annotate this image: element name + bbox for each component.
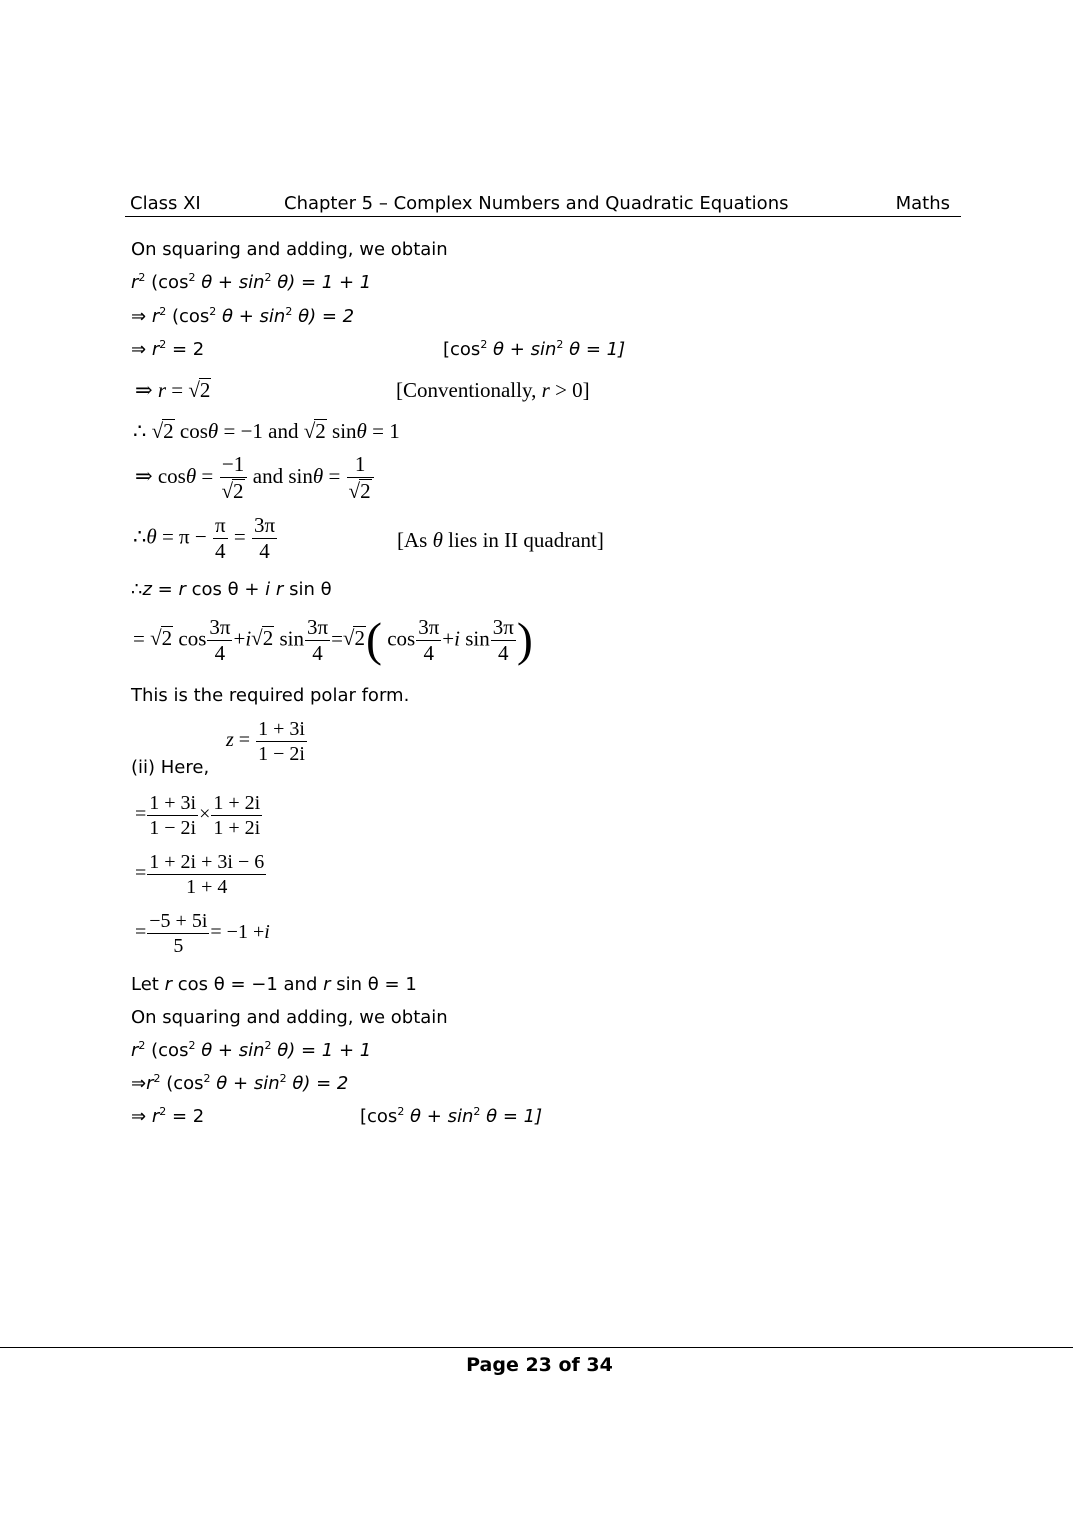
denominator: 4 <box>215 539 226 564</box>
math-text: cos θ = −1 and <box>177 974 318 995</box>
math-sup: 2 <box>159 1105 167 1118</box>
equation-line <box>131 1039 371 1063</box>
radicand: 2 <box>163 419 174 443</box>
math-text: = <box>201 463 214 488</box>
equation-line <box>135 453 375 503</box>
equation-line <box>133 613 533 667</box>
denominator: 1 − 2i <box>258 743 305 765</box>
math-text: = <box>331 626 343 651</box>
math-var: θ <box>312 463 324 488</box>
denominator: 4 <box>214 641 226 666</box>
math-sup: 2 <box>203 1072 211 1085</box>
math-var: i <box>264 921 270 944</box>
math-sup: 2 <box>397 1105 405 1118</box>
denominator: 1 + 2i <box>213 817 261 839</box>
math-text: cos <box>179 419 208 443</box>
denominator: 4 <box>423 641 434 666</box>
math-sup: 2 <box>153 1072 161 1085</box>
equation-line <box>135 792 263 839</box>
math-text: (cos <box>166 1073 204 1094</box>
math-var: r <box>151 339 160 360</box>
math-text: (cos <box>151 272 189 293</box>
math-text: = <box>135 803 147 826</box>
math-sup: 2 <box>138 271 146 284</box>
math-var: θ <box>207 419 219 443</box>
fraction <box>147 851 266 898</box>
denominator: 4 <box>259 539 270 564</box>
numerator: 1 <box>347 453 374 478</box>
page-number: Page 23 of 34 <box>466 1354 613 1376</box>
sqrt-symbol: √ <box>342 626 355 651</box>
text-line: This is the required polar form. <box>131 685 410 706</box>
numerator: 1 + 2i <box>213 792 261 814</box>
radicand: 2 <box>315 419 326 443</box>
radicand: 2 <box>161 626 173 651</box>
radicand: 2 <box>354 626 365 651</box>
denominator <box>220 478 247 503</box>
math-text: sin <box>465 626 490 651</box>
equation-line <box>131 338 204 362</box>
math-var: θ <box>185 463 197 488</box>
implies-symbol: ⇒ <box>131 1073 147 1094</box>
sqrt-symbol: √ <box>150 626 162 651</box>
math-text: θ + sin <box>493 339 557 360</box>
therefore-symbol: ∴ <box>133 524 147 549</box>
fraction <box>305 616 330 665</box>
math-sup: 2 <box>159 305 167 318</box>
denominator: 1 − 2i <box>149 817 197 839</box>
fraction <box>147 910 209 957</box>
equation-line <box>131 1072 348 1096</box>
math-text: sin θ = 1 <box>336 974 417 995</box>
numerator: 1 + 2i + 3i − 6 <box>149 851 265 873</box>
numerator: 3π <box>252 514 277 539</box>
math-text: Let <box>131 974 159 995</box>
math-text: sin θ <box>289 579 332 600</box>
math-var: r <box>151 306 160 327</box>
denominator: 1 + 4 <box>186 876 228 898</box>
math-text: = 2 <box>171 1106 205 1127</box>
equation-line <box>226 718 308 765</box>
math-sup: 2 <box>188 1039 196 1052</box>
math-var: r <box>164 974 172 995</box>
numerator: 3π <box>305 616 330 641</box>
fraction <box>347 453 374 503</box>
math-var: r <box>275 579 284 600</box>
numerator: 1 + 3i <box>149 792 197 814</box>
math-sup: 2 <box>473 1105 481 1118</box>
math-text: θ = 1] <box>486 1106 543 1127</box>
paren-open: ( <box>365 613 382 667</box>
sqrt-symbol: √ <box>251 626 263 651</box>
math-text: [cos <box>360 1106 398 1127</box>
math-var: i <box>245 626 252 651</box>
numerator: −1 <box>220 453 247 478</box>
sqrt-symbol: √ <box>188 378 200 402</box>
math-text: (cos <box>151 1040 189 1061</box>
numerator: 3π <box>491 616 516 641</box>
implies-symbol: ⇒ <box>135 378 153 402</box>
math-sup: 2 <box>188 271 196 284</box>
math-sup: 2 <box>159 338 167 351</box>
math-var: r <box>178 579 186 600</box>
fraction <box>252 514 277 563</box>
math-var: r <box>131 272 139 293</box>
implies-symbol: ⇒ <box>131 306 147 327</box>
math-text: = <box>233 524 246 549</box>
fraction <box>491 616 516 665</box>
math-text: and sin <box>252 463 313 488</box>
math-var: z <box>226 729 234 752</box>
math-var: i <box>454 626 460 651</box>
denominator: 5 <box>173 935 184 957</box>
numerator: 1 + 3i <box>258 718 305 740</box>
equation-note <box>360 1105 542 1129</box>
math-text: = 2 <box>171 339 205 360</box>
fraction <box>207 616 232 665</box>
math-text: θ) = 2 <box>298 306 355 327</box>
math-text: (cos <box>171 306 210 327</box>
math-text: = <box>133 626 145 651</box>
text-line: On squaring and adding, we obtain <box>131 239 448 260</box>
equation-line <box>135 910 270 957</box>
math-text: cos <box>178 626 207 651</box>
math-var: r <box>323 974 331 995</box>
equation-line <box>131 305 354 329</box>
equation-note <box>396 378 590 402</box>
equation-line <box>135 378 211 402</box>
times-symbol: × <box>199 803 211 826</box>
math-text: + <box>442 626 455 651</box>
math-text: θ + sin <box>201 272 265 293</box>
subpart-label: (ii) Here, <box>131 757 210 778</box>
math-text: ⇒ cos <box>135 463 186 488</box>
math-text: sin <box>332 419 357 443</box>
denominator: 4 <box>312 641 323 666</box>
math-text: sin <box>279 626 304 651</box>
radicand: 2 <box>233 479 244 504</box>
denominator <box>347 478 374 503</box>
therefore-symbol: ∴ <box>133 419 147 443</box>
math-text: = <box>135 921 147 944</box>
math-text: θ + sin <box>201 1040 265 1061</box>
equation-line <box>133 514 278 563</box>
equation-line <box>131 973 417 997</box>
math-var: i <box>265 579 271 600</box>
math-text: = 1 <box>372 419 400 443</box>
therefore-symbol: ∴ <box>131 579 143 600</box>
math-text: > 0] <box>555 378 590 402</box>
math-text: + <box>233 626 246 651</box>
math-sup: 2 <box>285 305 293 318</box>
math-text: θ = 1] <box>569 339 626 360</box>
math-sup: 2 <box>264 271 272 284</box>
math-sup: 2 <box>279 1072 287 1085</box>
math-text: = <box>238 729 251 752</box>
math-sup: 2 <box>138 1039 146 1052</box>
numerator: 3π <box>416 616 441 641</box>
equation-line <box>131 271 371 295</box>
math-sup: 2 <box>556 338 564 351</box>
implies-symbol: ⇒ <box>131 1106 147 1127</box>
math-text: θ + sin <box>222 306 286 327</box>
math-text: = <box>328 463 341 488</box>
math-var: r <box>146 1073 154 1094</box>
fraction <box>147 792 198 839</box>
fraction <box>213 514 228 563</box>
fraction <box>220 453 247 503</box>
math-var: θ <box>432 528 443 552</box>
math-text: [Conventionally, <box>396 378 537 402</box>
footer-divider <box>0 1347 1073 1348</box>
math-text: θ + sin <box>216 1073 280 1094</box>
radicand: 2 <box>262 626 274 651</box>
numerator: π <box>213 514 228 539</box>
header-chapter-title: Chapter 5 – Complex Numbers and Quadratic Equations <box>284 193 789 214</box>
fraction <box>416 616 441 665</box>
math-text: θ + sin <box>410 1106 474 1127</box>
math-text: = −1 + <box>210 921 265 944</box>
implies-symbol: ⇒ <box>131 339 147 360</box>
math-text: θ) = 1 + 1 <box>277 1040 372 1061</box>
equation-line <box>133 419 400 443</box>
equation-line <box>131 1105 204 1129</box>
sqrt-symbol: √ <box>221 479 234 504</box>
math-text: cos <box>387 626 416 651</box>
math-text: cos θ + <box>191 579 260 600</box>
equation-note <box>397 528 604 552</box>
equation-note <box>443 338 625 362</box>
text-line: On squaring and adding, we obtain <box>131 1007 448 1028</box>
math-text: = <box>171 378 184 402</box>
page-header <box>125 192 961 217</box>
fraction <box>211 792 262 839</box>
math-sup: 2 <box>209 305 217 318</box>
math-sup: 2 <box>264 1039 272 1052</box>
header-class: Class XI <box>130 193 201 214</box>
math-var: θ <box>356 419 367 443</box>
header-subject: Maths <box>895 193 950 214</box>
math-var: r <box>541 378 550 402</box>
equation-line <box>135 851 267 898</box>
fraction <box>256 718 307 765</box>
sqrt-symbol: √ <box>348 479 361 504</box>
math-text: = <box>135 862 147 885</box>
sqrt-symbol: √ <box>303 419 316 443</box>
radicand: 2 <box>199 378 211 402</box>
math-text: θ) = 1 + 1 <box>277 272 372 293</box>
numerator: −5 + 5i <box>149 910 208 932</box>
math-text: [cos <box>443 339 481 360</box>
math-text: θ) = 2 <box>292 1073 349 1094</box>
math-var: r <box>131 1040 139 1061</box>
math-var: θ <box>146 524 157 549</box>
math-var: z <box>142 579 152 600</box>
denominator: 4 <box>498 641 509 666</box>
radicand: 2 <box>360 479 371 504</box>
math-text: lies in II quadrant] <box>448 528 604 552</box>
sqrt-symbol: √ <box>151 419 164 443</box>
math-text: = −1 and <box>223 419 299 443</box>
math-text: = <box>157 579 173 600</box>
math-text: = π − <box>161 524 207 549</box>
paren-close: ) <box>516 613 533 667</box>
math-var: r <box>151 1106 160 1127</box>
equation-line <box>131 578 332 602</box>
numerator: 3π <box>207 616 232 641</box>
math-text: [As <box>397 528 428 552</box>
math-var: r <box>157 378 167 402</box>
math-sup: 2 <box>480 338 488 351</box>
